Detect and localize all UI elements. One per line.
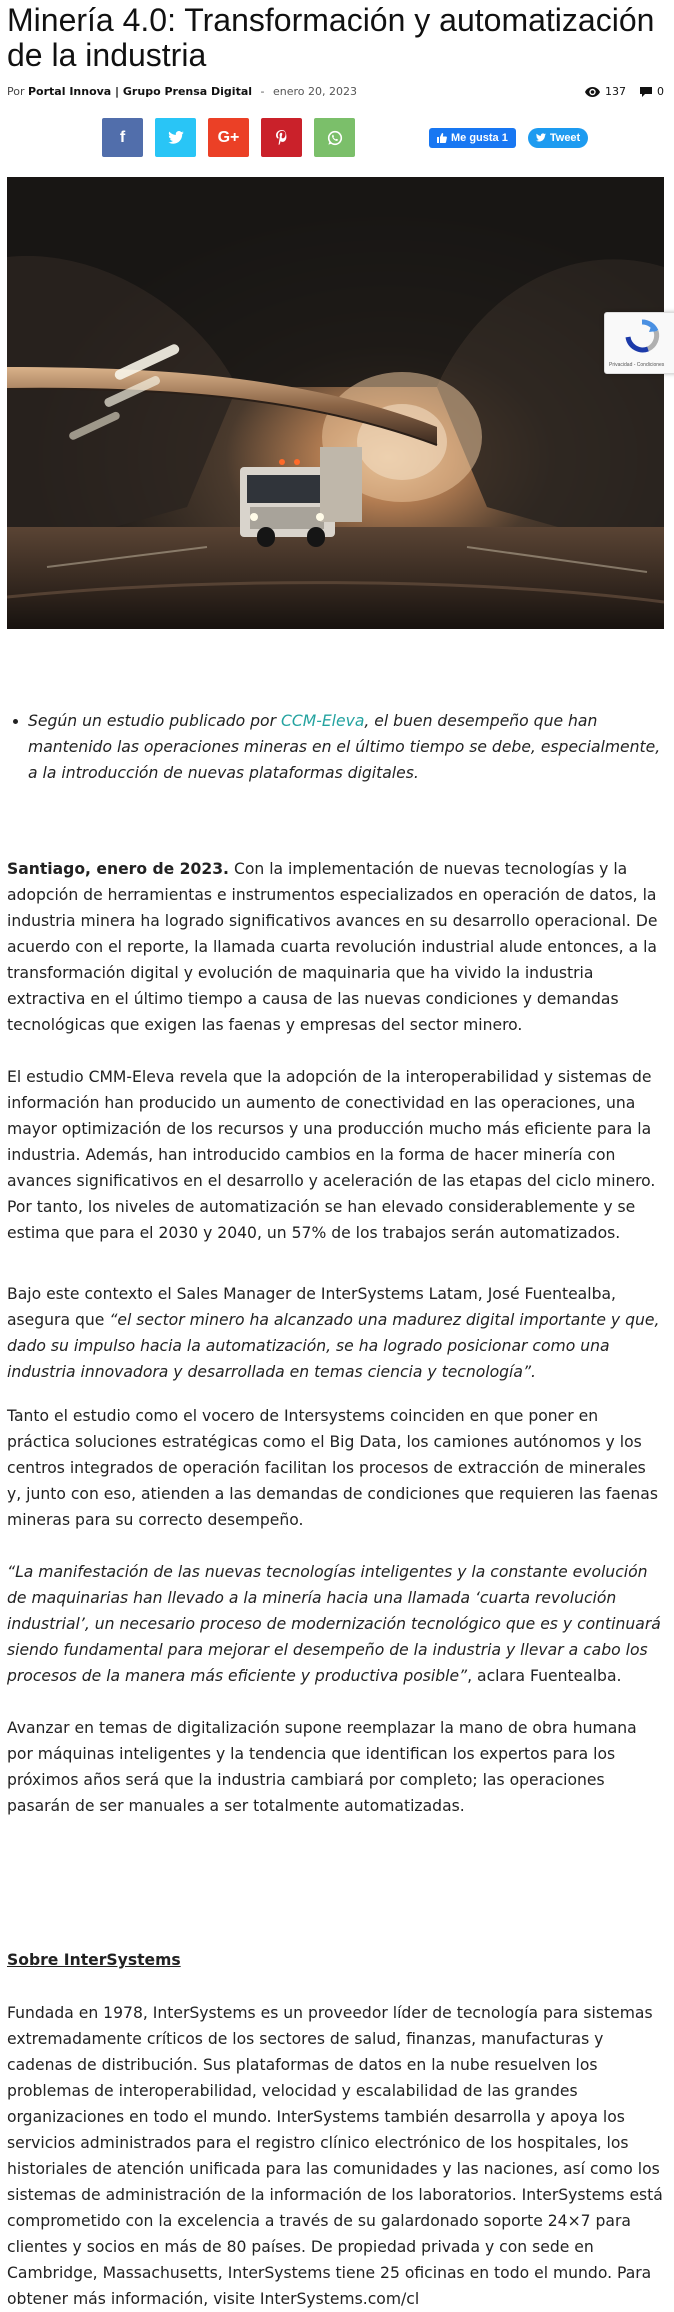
about-heading-text: Sobre InterSystems bbox=[7, 1951, 181, 1969]
views-value: 137 bbox=[605, 85, 626, 98]
comments-count[interactable] bbox=[640, 85, 664, 98]
paragraph-4 bbox=[7, 1403, 664, 1533]
about-paragraph bbox=[7, 2000, 664, 2312]
comments-value: 0 bbox=[657, 85, 664, 98]
bullet-text-pre: Según un estudio publicado por bbox=[28, 712, 281, 730]
mining-tunnel-illustration bbox=[7, 177, 664, 629]
paragraph-4-text: Tanto el estudio como el vocero de Intersystems coinciden en que poner en práctica soluciones estratégicas como el Big Data, los camiones autónomos y los centros integrados de operación facilitan los procesos de extracción de minerales y, junto con eso, atienden a las demandas de condiciones que requieren las faenas mineras para su correcto desempeño. bbox=[7, 1407, 658, 1529]
paragraph-3-text: Bajo este contexto el Sales Manager de InterSystems Latam, José Fuentealba, asegura que bbox=[7, 1285, 616, 1329]
recaptcha-icon bbox=[622, 318, 662, 356]
whatsapp-share-button[interactable] bbox=[314, 118, 355, 157]
eye-icon bbox=[585, 87, 600, 97]
meta-separator: - bbox=[260, 85, 265, 98]
by-label: Por bbox=[7, 85, 25, 98]
googleplus-share-button[interactable] bbox=[208, 118, 249, 157]
pinterest-icon bbox=[276, 130, 288, 145]
about-text: Fundada en 1978, InterSystems es un proveedor líder de tecnología para sistemas extremadamente críticos de los sectores de salud, finanzas, manufacturas y cadenas de distribución. Sus plataformas de datos en la nube resuelven los problemas de interoperabilidad, velocidad y escalabilidad de las grandes organizaciones en todo el mundo. InterSystems también desarrolla y apoya los servicios administrados para el registro clínico electrónico de los hospitales, los historiales de atención unificada para las comunidades y las naciones, así como los sistemas de administración de la información de los laboratorios. InterSystems está comprometido con la excelencia a través de su galardonado soporte 24×7 para clientes y socios en más de 80 países. De propiedad privada y con sede en Cambridge, Massachusetts, InterSystems tiene 25 oficinas en todo el mundo. Para obtener más información, visite InterSystems.com/cl bbox=[7, 2004, 663, 2308]
paragraph-3 bbox=[7, 1281, 664, 1385]
bullet-text-post: , el buen desempeño que han mantenido las operaciones mineras en el último tiempo se debe, especialmente, a la introducción de nuevas plataformas digitales. bbox=[28, 712, 661, 782]
bullet-dot bbox=[13, 719, 18, 724]
summary-bullet bbox=[28, 708, 664, 786]
article-title: Minería 4.0: Transformación y automatización de la industria bbox=[7, 2, 655, 73]
paragraph-3-quote: “el sector minero ha alcanzado una madurez digital importante y que, dado su impulso hacia la automatización, se ha logrado posicionar como una industria innovadora y desarrollada en temas ciencia y tecnología”. bbox=[7, 1311, 660, 1381]
paragraph-2 bbox=[7, 1064, 664, 1246]
twitter-share-button[interactable] bbox=[155, 118, 196, 157]
paragraph-6-text: Avanzar en temas de digitalización supone reemplazar la mano de obra humana por máquinas inteligentes y la tendencia que identifican los expertos para los próximos años será que la industria cambiará por completo; las operaciones pasarán de ser manuales a ser totalmente automatizadas. bbox=[7, 1719, 637, 1815]
recaptcha-label: Privacidad - Condiciones bbox=[609, 362, 665, 368]
twitter-icon bbox=[168, 131, 184, 144]
author-link[interactable]: Portal Innova | Grupo Prensa Digital bbox=[28, 85, 253, 98]
paragraph-2-text: El estudio CMM-Eleva revela que la adopción de la interoperabilidad y sistemas de información han producido un aumento de conectividad en las operaciones, una mayor optimización de los recursos y una producción mucho más eficiente para la industria. Además, han introducido cambios en la forma de hacer minería con avances significativos en el desarrollo y aceleración de las etapas del ciclo minero. Por tanto, los niveles de automatización se han elevado considerablemente y se estima que para el 2030 y 2040, un 57% de los trabajos serán automatizados. bbox=[7, 1068, 656, 1242]
views-count bbox=[585, 85, 626, 98]
about-heading bbox=[7, 1947, 664, 1973]
recaptcha-badge[interactable] bbox=[604, 312, 674, 374]
ccm-eleva-link[interactable]: CCM-Eleva bbox=[280, 712, 365, 730]
paragraph-5 bbox=[7, 1559, 664, 1689]
tweet-button[interactable] bbox=[528, 128, 588, 148]
tweet-label: Tweet bbox=[549, 131, 581, 144]
paragraph-5-quote: “La manifestación de las nuevas tecnologías inteligentes y la constante evolución de maquinarias han llevado a la minería hacia una llamada ‘cuarta revolución industrial’, un necesario proceso de modernización tecnológico que es y continuará siendo fundamental para mejorar el desempeño de la industria y llevar a cabo los procesos de la manera más eficiente y productiva posible” bbox=[7, 1563, 661, 1685]
twitter-bird-icon bbox=[536, 133, 546, 142]
pinterest-share-button[interactable] bbox=[261, 118, 302, 157]
facebook-like-button[interactable] bbox=[429, 128, 516, 148]
article-date: enero 20, 2023 bbox=[273, 85, 358, 98]
googleplus-icon: G+ bbox=[217, 128, 240, 146]
share-bar bbox=[102, 118, 588, 157]
facebook-icon: f bbox=[119, 128, 126, 146]
paragraph-1-lead: Santiago, enero de 2023. bbox=[7, 860, 229, 878]
paragraph-1 bbox=[7, 856, 664, 1038]
article-stats bbox=[585, 85, 664, 98]
paragraph-1-text: Con la implementación de nuevas tecnologías y la adopción de herramientas e instrumentos especializados en operación de datos, la industria minera ha logrado significativos avances en su desarrollo operacional. De acuerdo con el reporte, la llamada cuarta revolución industrial alude entonces, a la transformación digital y evolución de maquinaria que ha vivido la industria extractiva en el último tiempo a causa de las nuevas condiciones y demandas tecnológicas que exigen las faenas y empresas del sector minero. bbox=[7, 860, 658, 1034]
article-meta bbox=[7, 85, 664, 101]
facebook-share-button[interactable] bbox=[102, 118, 143, 157]
paragraph-6 bbox=[7, 1715, 664, 1819]
paragraph-5-text: , aclara Fuentealba. bbox=[467, 1667, 622, 1685]
comment-icon bbox=[640, 87, 652, 97]
thumbs-up-icon bbox=[437, 133, 447, 143]
facebook-like-label: Me gusta 1 bbox=[451, 131, 508, 144]
hero-image-mining-tunnel bbox=[7, 177, 664, 629]
whatsapp-icon bbox=[327, 130, 343, 146]
